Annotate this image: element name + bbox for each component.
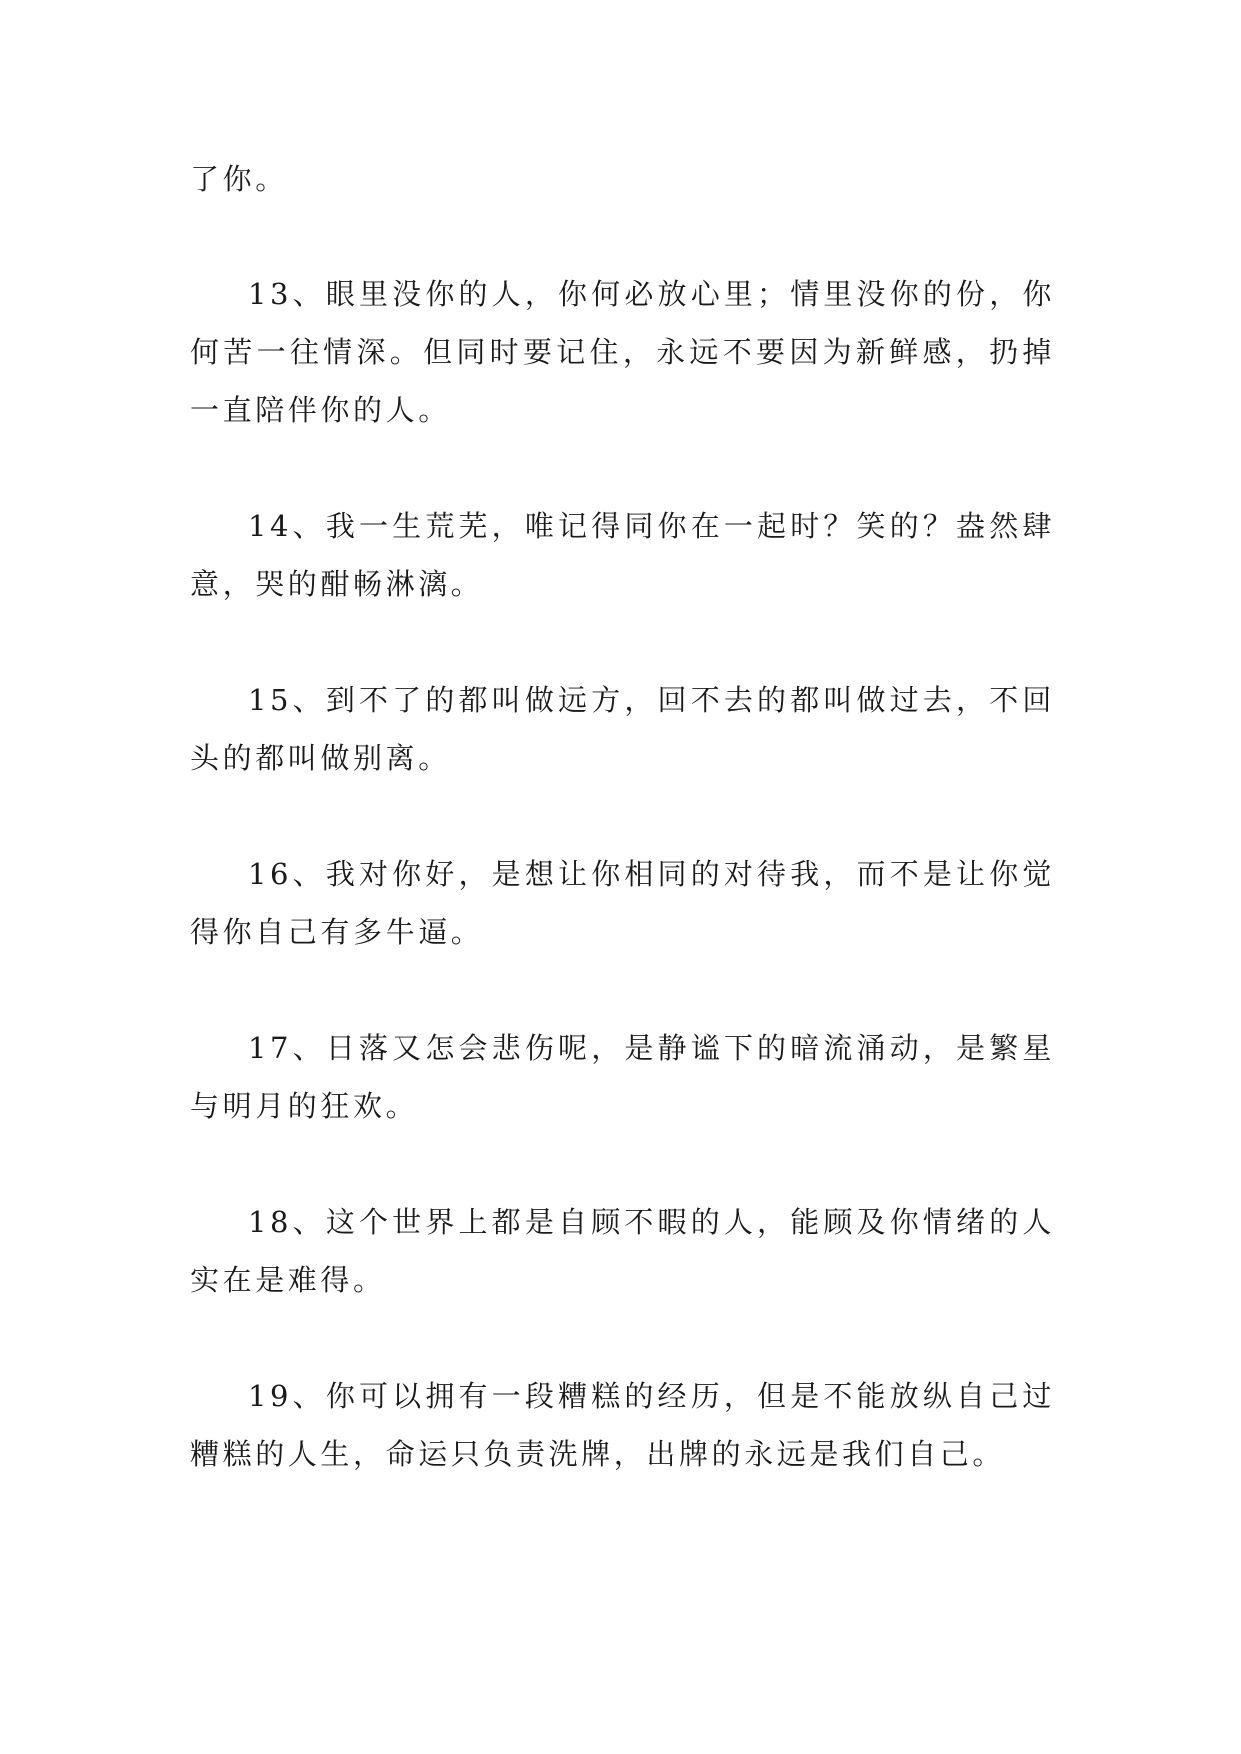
quote-paragraph-13: 13、眼里没你的人，你何必放心里；情里没你的份，你何苦一往情深。但同时要记住，永远不要因为新鲜感，扔掉一直陪伴你的人。	[190, 277, 1055, 427]
document-body	[190, 150, 1055, 1541]
quote-paragraph-18: 18、这个世界上都是自顾不暇的人，能顾及你情绪的人实在是难得。	[190, 1205, 1055, 1297]
quote-paragraph-16: 16、我对你好，是想让你相同的对待我，而不是让你觉得你自己有多牛逼。	[190, 857, 1055, 949]
quote-paragraph-15: 15、到不了的都叫做远方，回不去的都叫做过去，不回头的都叫做别离。	[190, 683, 1055, 775]
quote-paragraph-19: 19、你可以拥有一段糟糕的经历，但是不能放纵自己过糟糕的人生，命运只负责洗牌，出牌的永远是我们自己。	[190, 1379, 1055, 1471]
quote-paragraph-17: 17、日落又怎会悲伤呢，是静谧下的暗流涌动，是繁星与明月的狂欢。	[190, 1031, 1055, 1123]
continuation-paragraph: 了你。	[190, 162, 288, 196]
quote-paragraph-14: 14、我一生荒芜，唯记得同你在一起时？笑的？盎然肆意，哭的酣畅淋漓。	[190, 509, 1055, 601]
